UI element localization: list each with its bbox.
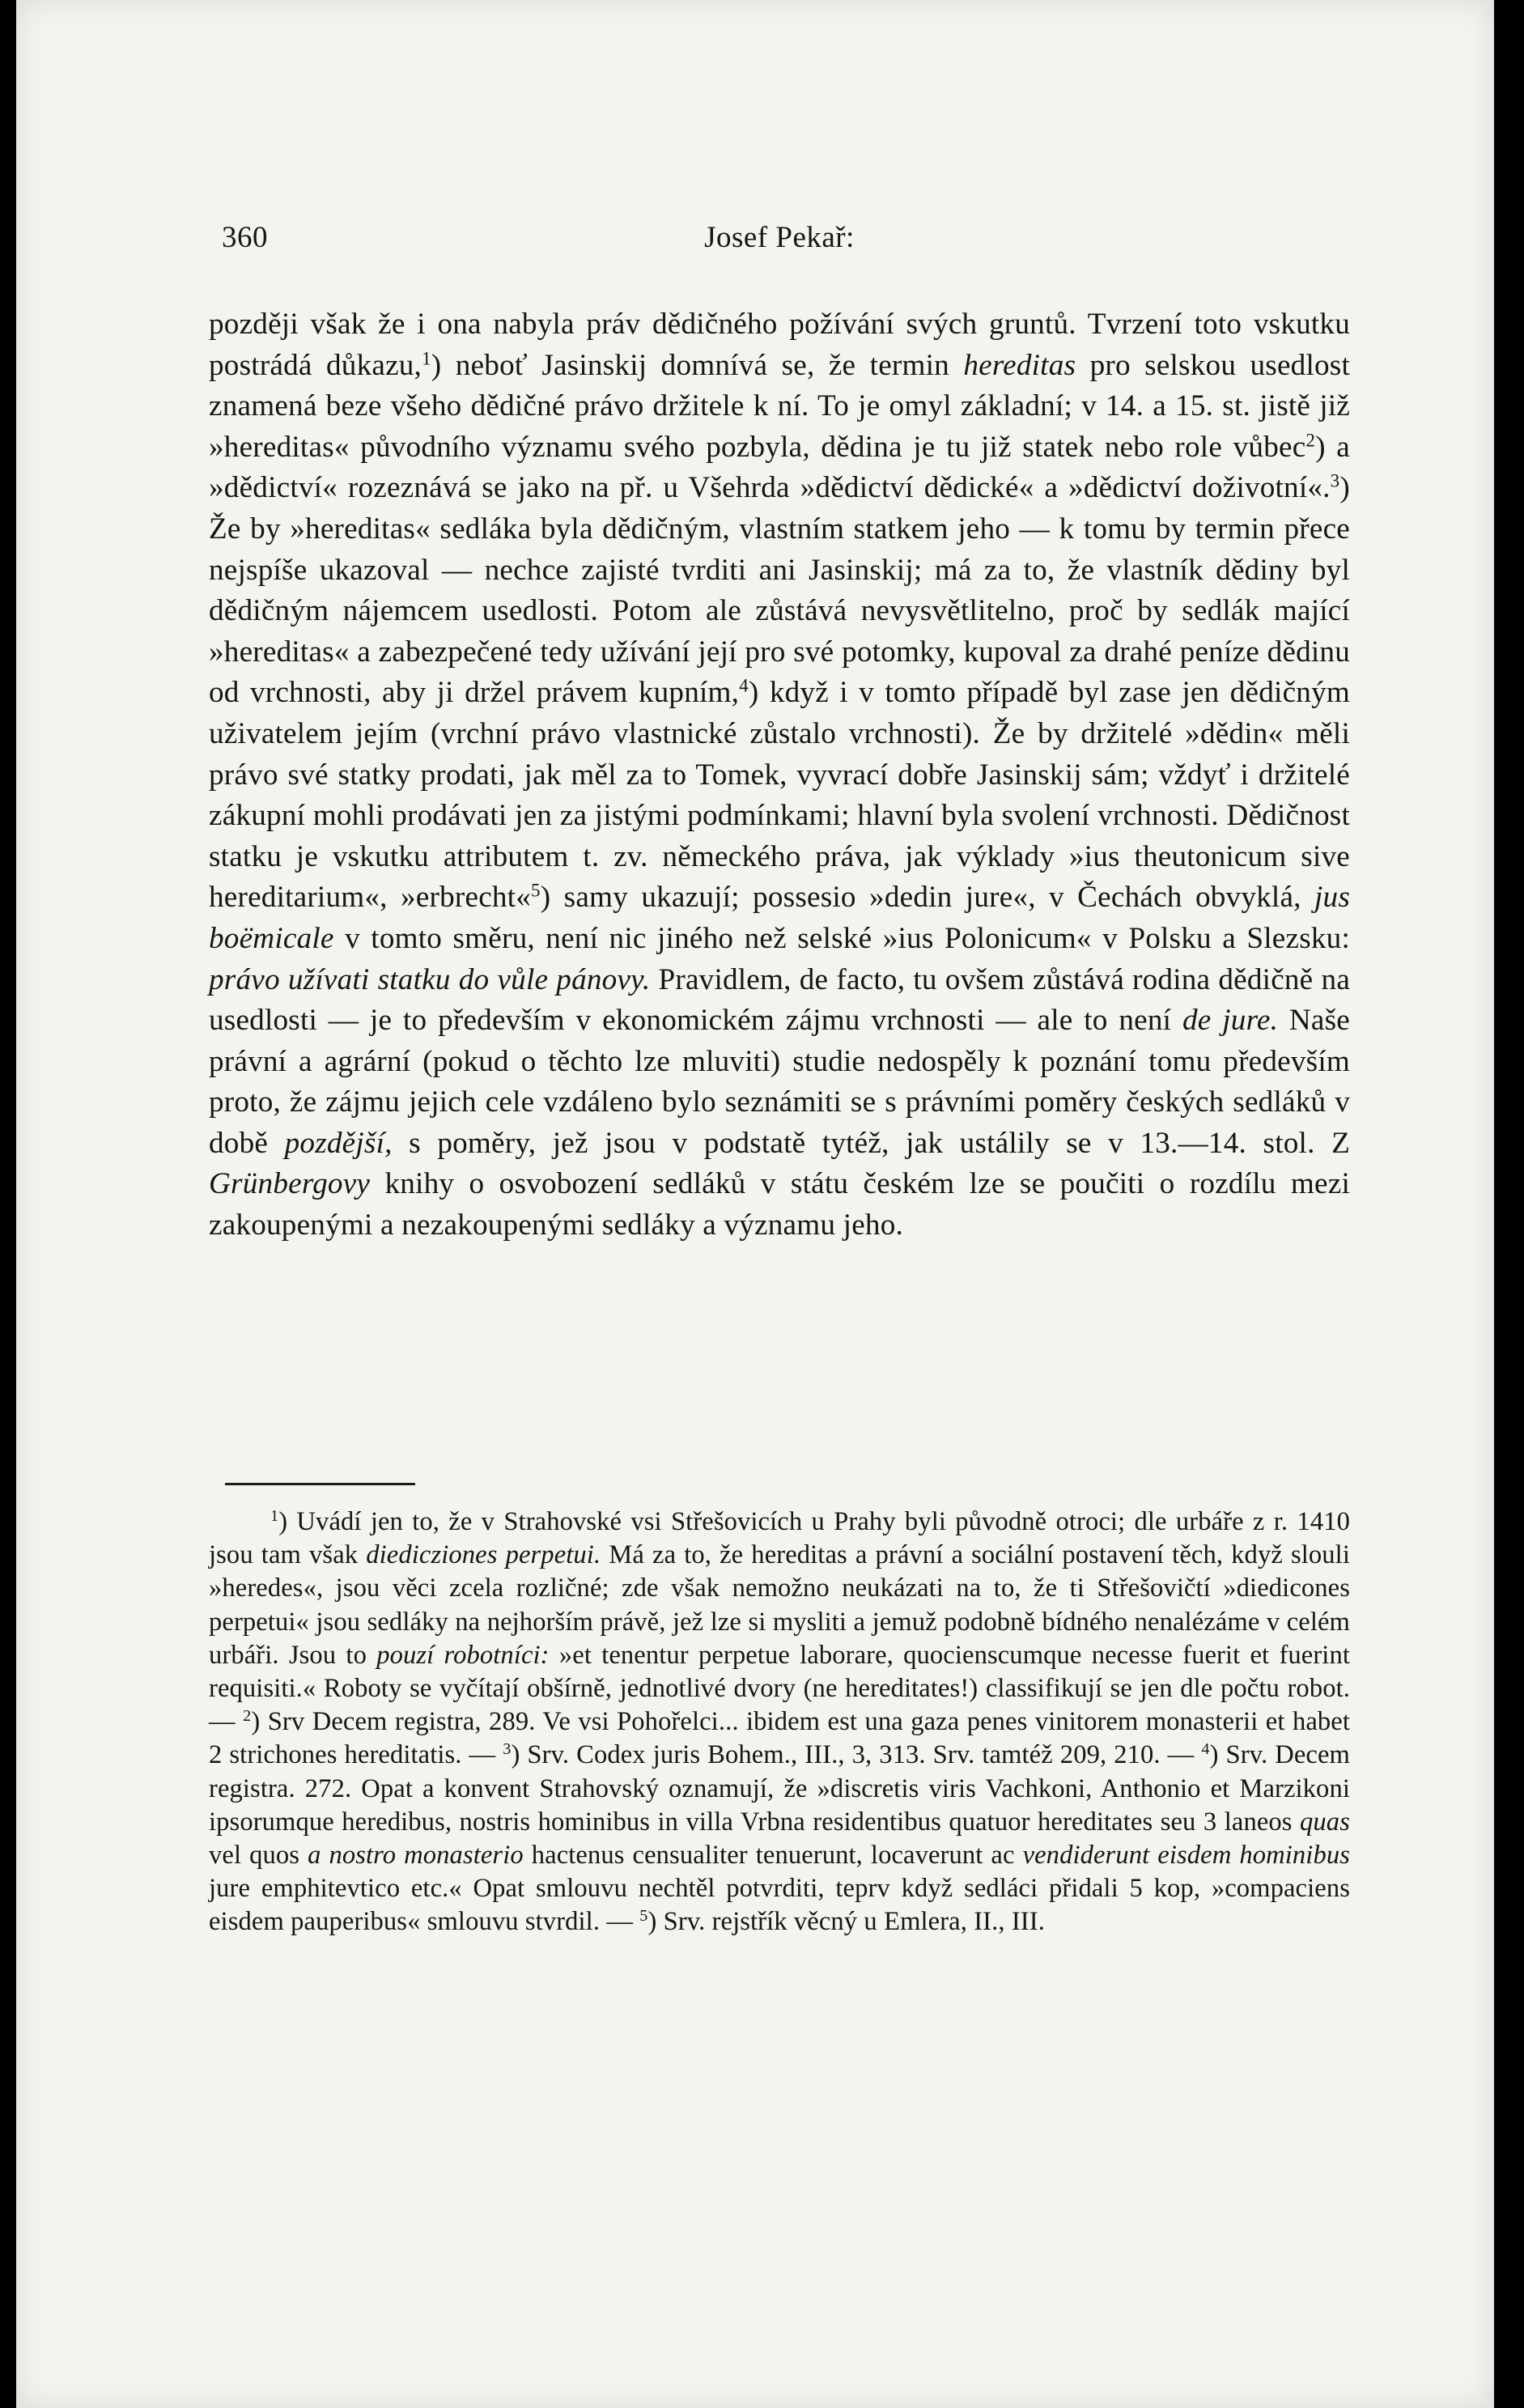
text-run: hactenus censualiter tenuerunt, locaverunt ac [531, 1841, 1015, 1871]
text-run: vel quos [209, 1841, 300, 1871]
page-header [209, 220, 1350, 269]
italic-term: diedicziones perpetui. [366, 1540, 601, 1570]
text-run: ) a »dědictví« rozeznává se jako na př. u Všehrda »dědictví dědické« a »dědictví doživotní«. [209, 430, 1350, 505]
text-run: Pravidlem, de facto, tu ovšem zůstává rodina dědičně na usedlosti — je to především v ekonomickém zájmu vrchnosti — ale to není [209, 962, 1351, 1038]
italic-term: quas [1300, 1807, 1350, 1837]
text-run: ) Srv Decem registra, 289. Ve vsi Pohořelci... ibidem est una gaza penes vinitorem monasterii et habet 2 strichones hereditatis. — [209, 1707, 1350, 1770]
text-run: Má za to, že hereditas a právní a sociální postavení těch, když slouli »heredes«, jsou věci zcela rozličné; zde však nemožno neukázati na to, že ti Střešovičtí »diedicones perpetui« jsou sedláky na nejhorším právě, jež lze si mysliti a jemuž podobně bídného nenalézáme v celém urbáři. Jsou to [209, 1540, 1350, 1670]
text-run: ) Srv. Decem registra. 272. Opat a konvent Strahovský oznamují, že »discretis viris Vachkoni, Anthonio et Marzikoni ipsorumque heredibus, nostris hominibus in villa Vrbna residentibus quatuor hereditates seu 3 laneos [209, 1740, 1350, 1837]
footnote-ref: 3 [1330, 469, 1340, 491]
italic-term: jus boëmicale [209, 881, 1351, 955]
footnote-paragraph [209, 1506, 1350, 1939]
footnote-marker: 1 [270, 1506, 279, 1525]
footnote-marker: 3 [503, 1740, 512, 1759]
footnote-marker: 4 [1201, 1740, 1210, 1759]
footnotes [209, 1506, 1350, 1939]
text-run: ) Srv. rejstřík věcný u Emlera, II., III. [647, 1907, 1045, 1937]
text-run: pro selskou usedlost znamená beze všeho dědičné právo držitele k ní. To je omyl základní; v 14. a 15. st. jistě již »hereditas« původního významu svého pozbyla, dědina je tu již statek nebo role vůbec [209, 348, 1350, 464]
italic-term: pouzí robotníci: [376, 1640, 550, 1670]
italic-term: hereditas [963, 348, 1076, 382]
page-number: 360 [222, 221, 268, 254]
main-text [209, 304, 1350, 1246]
text-run: Naše právní a agrární (pokud o těchto lze mluviti) studie nedospěly k poznání tomu především proto, že zájmu jejich cele vzdáleno bylo seznámiti se s právními poměry českých sedláků v době [209, 1004, 1351, 1160]
text-run: knihy o osvobození sedláků v státu českém lze se poučiti o rozdílu mezi zakoupenými a nezakoupenými sedláky a významu jeho. [209, 1167, 1350, 1242]
footnote-marker: 2 [243, 1707, 252, 1726]
italic-term: právo užívati statku do vůle pánovy. [209, 962, 651, 996]
text-run: ) Uvádí jen to, že v Strahovské vsi Střešovicích u Prahy byli původně otroci; dle urbáře z r. 1410 jsou tam však [209, 1507, 1350, 1570]
text-run: »et tenentur perpetue laborare, quocienscumque necesse fuerit et fuerint requisiti.« Roboty se vyčítají obšírně, jednotlivé dvory (ne hereditates!) classifikují se jen dle počtu robot. — [209, 1640, 1350, 1737]
text-run: ) neboť Jasinskij domnívá se, že termin [431, 348, 949, 382]
text-run: ) Srv. Codex juris Bohem., III., 3, 313. Srv. tamtéž 209, 210. — [511, 1740, 1195, 1770]
text-run: ) když i v tomto případě byl zase jen dědičným uživatelem jejím (vrchní právo vlastnické zůstalo vrchnosti). Že by držitelé »dědin« měli právo své statky prodati, jak měl za to Tomek, vyvrací dobře Jasinskij sám; vždyť i držitelé zákupní mohli prodávati jen za jistými podmínkami; hlavní byla svolení vrchnosti. Dědičnost statku je vskutku attributem t. zv. německého práva, jak výklady »ius theutonicum sive hereditarium«, »erbrecht« [209, 676, 1350, 915]
italic-term: de jure. [1182, 1004, 1279, 1038]
italic-term: pozdější, [284, 1126, 393, 1160]
footnote-ref: 5 [531, 879, 541, 901]
text-run: v tomto směru, není nic jiného než selské »ius Polonicum« v Polsku a Slezsku: [345, 921, 1350, 955]
text-run: později však že i ona nabyla práv dědičného požívání svých gruntů. Tvrzení toto vskutku postrádá důkazu, [209, 308, 1350, 382]
footnote-divider [225, 1483, 415, 1485]
footnote-ref: 4 [739, 674, 749, 696]
text-run: ) samy ukazují; possesio »dedin jure«, v Čechách obvyklá, [540, 881, 1301, 915]
italic-term: vendiderunt eisdem hominibus [1022, 1841, 1350, 1871]
text-run: ) Že by »hereditas« sedláka byla dědičným, vlastním statkem jeho — k tomu by termin přece nejspíše ukazoval — nechce zajisté tvrditi ani Jasinskij; má za to, že vlastník dědiny byl dědičným nájemcem usedlosti. Potom ale zůstává nevysvětlitelno, proč by sedlák mající »hereditas« a zabezpečené tedy užívání její pro své potomky, kupoval za drahé peníze dědinu od vrchnosti, aby ji držel právem kupním, [209, 471, 1350, 710]
italic-term: Grünbergovy [209, 1167, 371, 1201]
running-head: Josef Pekař: [704, 221, 855, 254]
main-paragraph [209, 304, 1350, 1246]
footnote-ref: 2 [1305, 429, 1316, 451]
italic-term: a nostro monasterio [308, 1841, 524, 1871]
footnote-ref: 1 [422, 346, 431, 368]
text-run: jure emphitevtico etc.« Opat smlouvu nechtěl potvrditi, teprv když sedláci přidali 5 kop, »compaciens eisdem pauperibus« smlouvu stvrdil. — [209, 1874, 1350, 1937]
text-run: s poměry, jež jsou v podstatě tytéž, jak ustálily se v 13.—14. stol. Z [409, 1126, 1350, 1160]
footnote-marker: 5 [639, 1907, 648, 1926]
